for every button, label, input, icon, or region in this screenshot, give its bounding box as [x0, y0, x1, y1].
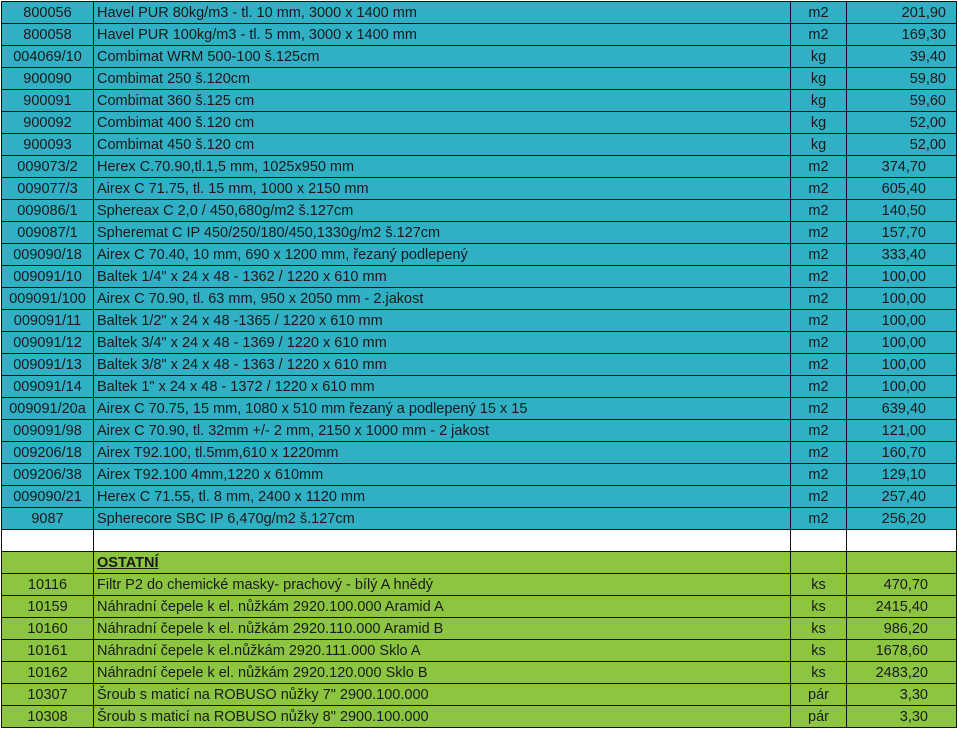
item-description: Herex C 71.55, tl. 8 mm, 2400 x 1120 mm [94, 486, 791, 508]
item-description: Airex C 70.90, tl. 32mm +/- 2 mm, 2150 x 1000 mm - 2 jakost [94, 420, 791, 442]
table-row [2, 354, 957, 376]
table-row [2, 156, 957, 178]
item-description: Spherecore SBC IP 6,470g/m2 š.127cm [94, 508, 791, 530]
item-unit: kg [791, 46, 847, 68]
item-code: 10308 [2, 706, 94, 728]
item-unit: m2 [791, 486, 847, 508]
item-unit: m2 [791, 244, 847, 266]
item-description: Náhradní čepele k el. nůžkám 2920.110.000 Aramid B [94, 618, 791, 640]
item-price: 39,40 [847, 46, 957, 68]
item-unit: m2 [791, 288, 847, 310]
blank-cell [94, 530, 791, 552]
item-price: 100,00 [847, 332, 957, 354]
item-code: 900090 [2, 68, 94, 90]
item-description: Combimat 250 š.120cm [94, 68, 791, 90]
item-description: Šroub s maticí na ROBUSO nůžky 7" 2900.100.000 [94, 684, 791, 706]
item-description: Náhradní čepele k el. nůžkám 2920.100.000 Aramid A [94, 596, 791, 618]
item-price: 100,00 [847, 310, 957, 332]
item-unit: m2 [791, 24, 847, 46]
item-price: 3,30 [847, 684, 957, 706]
item-unit: kg [791, 68, 847, 90]
item-unit: ks [791, 618, 847, 640]
table-row [2, 222, 957, 244]
item-unit: m2 [791, 156, 847, 178]
item-code: 10161 [2, 640, 94, 662]
item-description: Šroub s maticí na ROBUSO nůžky 8" 2900.100.000 [94, 706, 791, 728]
table-row [2, 24, 957, 46]
item-unit: ks [791, 596, 847, 618]
item-code: 900092 [2, 112, 94, 134]
item-code: 009077/3 [2, 178, 94, 200]
table-row [2, 112, 957, 134]
item-description: Herex C.70.90,tl.1,5 mm, 1025x950 mm [94, 156, 791, 178]
item-description: Spheremat C IP 450/250/180/450,1330g/m2 š.127cm [94, 222, 791, 244]
item-price: 100,00 [847, 288, 957, 310]
item-unit: kg [791, 112, 847, 134]
table-row [2, 574, 957, 596]
item-code: 800058 [2, 24, 94, 46]
item-code: 900093 [2, 134, 94, 156]
spacer-section [2, 530, 957, 574]
item-unit: ks [791, 640, 847, 662]
item-description: Baltek 1" x 24 x 48 - 1372 / 1220 x 610 mm [94, 376, 791, 398]
table-row [2, 376, 957, 398]
item-description: Combimat 450 š.120 cm [94, 134, 791, 156]
item-description: Baltek 1/4" x 24 x 48 - 1362 / 1220 x 610 mm [94, 266, 791, 288]
table-row [2, 310, 957, 332]
item-price: 121,00 [847, 420, 957, 442]
item-price: 169,30 [847, 24, 957, 46]
table-row [2, 2, 957, 24]
blank-cell [847, 530, 957, 552]
item-unit: m2 [791, 222, 847, 244]
item-unit: m2 [791, 508, 847, 530]
item-price: 157,70 [847, 222, 957, 244]
section-header-row [2, 552, 957, 574]
table-row [2, 178, 957, 200]
section-header-price-cell [847, 552, 957, 574]
table-row [2, 486, 957, 508]
item-code: 009091/11 [2, 310, 94, 332]
table-row [2, 244, 957, 266]
table-row [2, 640, 957, 662]
item-unit: m2 [791, 332, 847, 354]
item-code: 009206/18 [2, 442, 94, 464]
item-description: Airex T92.100, tl.5mm,610 x 1220mm [94, 442, 791, 464]
item-price: 374,70 [847, 156, 957, 178]
item-unit: pár [791, 684, 847, 706]
item-description: Airex C 70.90, tl. 63 mm, 950 x 2050 mm - 2.jakost [94, 288, 791, 310]
table-row [2, 508, 957, 530]
item-code: 004069/10 [2, 46, 94, 68]
item-description: Combimat WRM 500-100 š.125cm [94, 46, 791, 68]
item-unit: m2 [791, 266, 847, 288]
item-code: 009091/20a [2, 398, 94, 420]
item-description: Baltek 3/8" x 24 x 48 - 1363 / 1220 x 610 mm [94, 354, 791, 376]
item-description: Filtr P2 do chemické masky- prachový - bílý A hnědý [94, 574, 791, 596]
table-row [2, 200, 957, 222]
item-code: 009090/18 [2, 244, 94, 266]
item-code: 009086/1 [2, 200, 94, 222]
table-row [2, 398, 957, 420]
item-code: 10159 [2, 596, 94, 618]
item-unit: m2 [791, 398, 847, 420]
item-description: Combimat 360 š.125 cm [94, 90, 791, 112]
blank-cell [2, 530, 94, 552]
item-price: 59,60 [847, 90, 957, 112]
item-price: 256,20 [847, 508, 957, 530]
item-code: 009091/14 [2, 376, 94, 398]
item-price: 160,70 [847, 442, 957, 464]
item-code: 10162 [2, 662, 94, 684]
item-unit: m2 [791, 354, 847, 376]
item-price: 605,40 [847, 178, 957, 200]
table-row [2, 442, 957, 464]
blank-cell [791, 530, 847, 552]
table-row [2, 596, 957, 618]
item-description: Sphereax C 2,0 / 450,680g/m2 š.127cm [94, 200, 791, 222]
item-price: 986,20 [847, 618, 957, 640]
item-price: 52,00 [847, 134, 957, 156]
table-row [2, 90, 957, 112]
table-row [2, 68, 957, 90]
item-unit: ks [791, 662, 847, 684]
item-description: Airex T92.100 4mm,1220 x 610mm [94, 464, 791, 486]
item-price: 59,80 [847, 68, 957, 90]
table-row [2, 684, 957, 706]
item-description: Airex C 70.40, 10 mm, 690 x 1200 mm, řezaný podlepený [94, 244, 791, 266]
item-description: Náhradní čepele k el.nůžkám 2920.111.000 Sklo A [94, 640, 791, 662]
item-code: 009091/12 [2, 332, 94, 354]
item-unit: ks [791, 574, 847, 596]
table-row [2, 464, 957, 486]
item-price: 2483,20 [847, 662, 957, 684]
table-row [2, 706, 957, 728]
composite-materials-section [2, 2, 957, 530]
table-row [2, 332, 957, 354]
item-unit: m2 [791, 442, 847, 464]
item-price: 3,30 [847, 706, 957, 728]
item-price: 100,00 [847, 376, 957, 398]
table-row [2, 134, 957, 156]
item-code: 009073/2 [2, 156, 94, 178]
item-price: 333,40 [847, 244, 957, 266]
item-description: Airex C 70.75, 15 mm, 1080 x 510 mm řezaný a podlepený 15 x 15 [94, 398, 791, 420]
table-row [2, 662, 957, 684]
item-unit: kg [791, 134, 847, 156]
item-code: 10307 [2, 684, 94, 706]
other-items-section [2, 574, 957, 728]
item-code: 009091/10 [2, 266, 94, 288]
table-row [2, 420, 957, 442]
blank-row [2, 530, 957, 552]
item-description: Baltek 1/2" x 24 x 48 -1365 / 1220 x 610 mm [94, 310, 791, 332]
item-description: Baltek 3/4" x 24 x 48 - 1369 / 1220 x 610 mm [94, 332, 791, 354]
item-price: 140,50 [847, 200, 957, 222]
item-unit: kg [791, 90, 847, 112]
table-row [2, 288, 957, 310]
table-row [2, 46, 957, 68]
item-price: 100,00 [847, 266, 957, 288]
table-row [2, 266, 957, 288]
item-unit: m2 [791, 376, 847, 398]
item-code: 009091/98 [2, 420, 94, 442]
item-price: 639,40 [847, 398, 957, 420]
item-code: 10116 [2, 574, 94, 596]
item-unit: m2 [791, 2, 847, 24]
item-price: 1678,60 [847, 640, 957, 662]
item-description: Náhradní čepele k el. nůžkám 2920.120.000 Sklo B [94, 662, 791, 684]
item-code: 009087/1 [2, 222, 94, 244]
section-title: OSTATNÍ [94, 552, 791, 574]
item-code: 009091/100 [2, 288, 94, 310]
item-price: 129,10 [847, 464, 957, 486]
section-header-code-cell [2, 552, 94, 574]
item-code: 900091 [2, 90, 94, 112]
item-description: Combimat 400 š.120 cm [94, 112, 791, 134]
table-row [2, 618, 957, 640]
item-code: 9087 [2, 508, 94, 530]
item-price: 470,70 [847, 574, 957, 596]
item-price: 257,40 [847, 486, 957, 508]
item-description: Havel PUR 100kg/m3 - tl. 5 mm, 3000 x 1400 mm [94, 24, 791, 46]
item-code: 10160 [2, 618, 94, 640]
item-unit: m2 [791, 464, 847, 486]
item-unit: pár [791, 706, 847, 728]
item-code: 009206/38 [2, 464, 94, 486]
item-code: 009090/21 [2, 486, 94, 508]
item-description: Havel PUR 80kg/m3 - tl. 10 mm, 3000 x 1400 mm [94, 2, 791, 24]
item-unit: m2 [791, 178, 847, 200]
item-description: Airex C 71.75, tl. 15 mm, 1000 x 2150 mm [94, 178, 791, 200]
item-unit: m2 [791, 200, 847, 222]
item-code: 009091/13 [2, 354, 94, 376]
item-unit: m2 [791, 310, 847, 332]
item-price: 52,00 [847, 112, 957, 134]
item-price: 2415,40 [847, 596, 957, 618]
item-code: 800056 [2, 2, 94, 24]
item-price: 100,00 [847, 354, 957, 376]
price-list-table [1, 1, 957, 728]
item-price: 201,90 [847, 2, 957, 24]
section-header-unit-cell [791, 552, 847, 574]
item-unit: m2 [791, 420, 847, 442]
